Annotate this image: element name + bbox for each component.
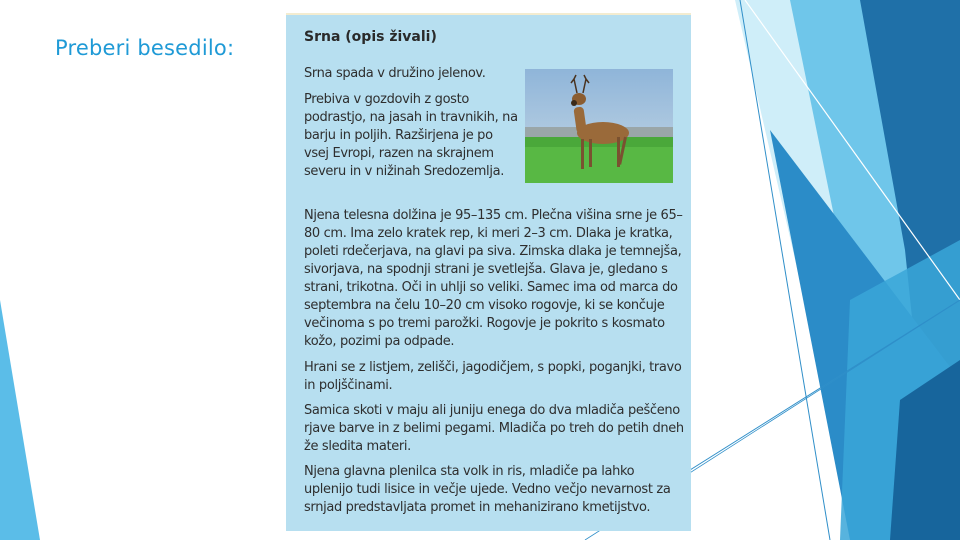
- article-paragraph-1: Srna spada v družino jelenov.: [304, 66, 486, 81]
- article-panel: [286, 13, 691, 531]
- article-paragraph-4: Hrani se z listjem, zelišči, jagodičjem, s popki, poganjki, travo in poljščinami.: [304, 360, 682, 393]
- article-paragraph-2: Prebiva v gozdovih z gosto podrastjo, na jasah in travnikih, na barju in poljih. Razširjena je po vsej Evropi, razen na skrajnem severu in v nižinah Sredozemlja.: [304, 92, 518, 179]
- article-paragraph-3: Njena telesna dolžina je 95–135 cm. Plečna višina srne je 65–80 cm. Ima zelo kratek rep, ki meri 2–3 cm. Dlaka je kratka, poleti rdečerjava, na glavi pa siva. Zimska dlaka je temnejša, sivorjava, na spodnji strani je svetlejša. Glava je, gledano s strani, trikotna. Oči in uhlji so veliki. Samec ima od marca do septembra na čelu 10–20 cm visoko rogovje, ki se končuje večinoma s po tremi parožki. Rogovje je pokrito s kosmato kožo, pozimi pa odpade.: [304, 208, 683, 349]
- article-paragraph-5: Samica skoti v maju ali juniju enega do dva mladiča peščeno rjave barve in z belimi pegami. Mladiča po treh do petih dneh že sledita materi.: [304, 403, 684, 454]
- decor-left-sliver: [0, 300, 40, 540]
- article-paragraph-6: Njena glavna plenilca sta volk in ris, mladiče pa lahko uplenijo tudi lisice in večje ujede. Vedno večjo nevarnost za srnjad predstavljata promet in mehanizirano kmetijstvo.: [304, 464, 671, 515]
- article-heading: Srna (opis živali): [304, 29, 437, 45]
- roe-deer-photo: [525, 69, 673, 183]
- slide-title: Preberi besedilo:: [55, 36, 235, 60]
